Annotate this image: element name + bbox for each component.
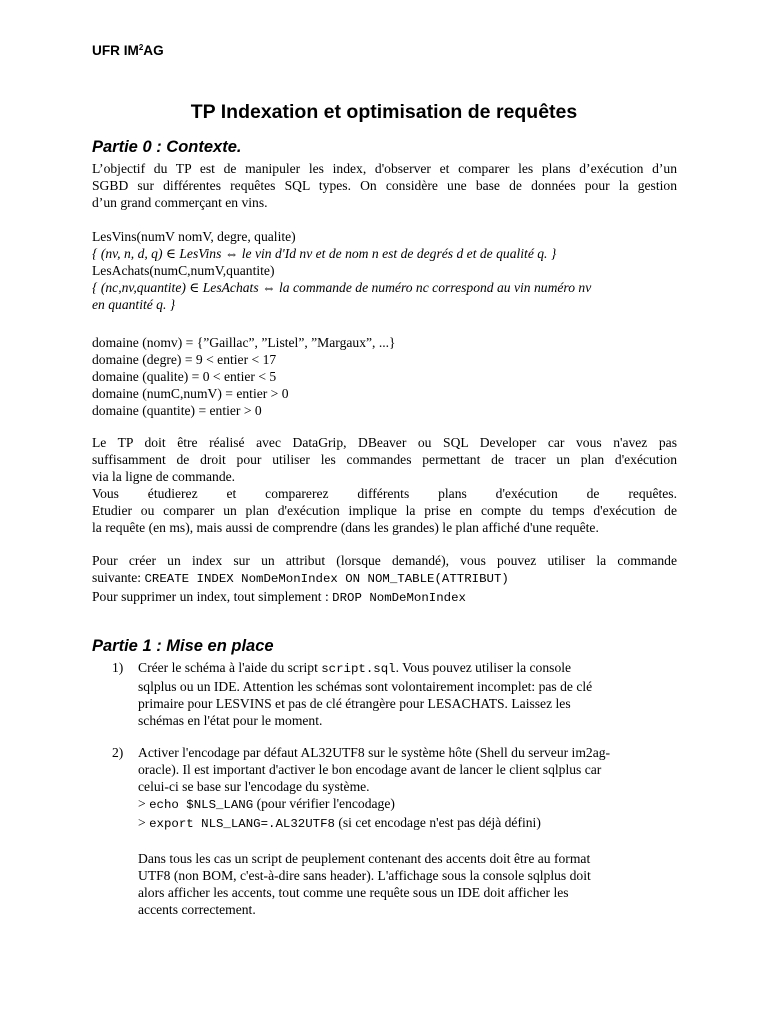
export-command-code: export NLS_LANG=.AL32UTF8 (149, 817, 335, 831)
schema-lesachats: LesAchats(numC,numV,quantite) (92, 263, 275, 278)
study-line: Vous étudierez et comparerez différents plans d'exécution de requêtes. (92, 486, 677, 501)
part0-intro (92, 160, 677, 211)
script-filename-code: script.sql (321, 662, 396, 676)
item2-line: Activer l'encodage par défaut AL32UTF8 sur le système hôte (Shell du serveur im2ag- (138, 745, 611, 760)
item2-line: celui-ci se base sur l'encodage du système. (138, 779, 370, 794)
encoding-line: UTF8 (non BOM, c'est-à-dire sans header). L'affichage sous la console sqlplus doit (138, 868, 591, 883)
header-superscript: 2 (138, 43, 144, 52)
list-number: 2) (112, 745, 124, 760)
header-text-tail: AG (143, 43, 164, 58)
domain-line: domaine (nomv) = {”Gaillac”, ”Listel”, ”Margaux”, ...} (92, 335, 396, 350)
export-command-line (138, 814, 683, 833)
drop-index-code: DROP NomDeMonIndex (332, 591, 466, 605)
tools-line: via la ligne de commande. (92, 469, 236, 484)
domains-block (92, 334, 677, 419)
domain-line: domaine (degre) = 9 < entier < 17 (92, 352, 277, 367)
command-note: (si cet encodage n'est pas déjà défini) (334, 815, 541, 830)
index-create-line (92, 569, 677, 588)
schema-lesachats-description: { (nc,nv,quantite) ∈ LesAchats ⇔ la commande de numéro nc correspond au vin numéro nv (92, 280, 592, 295)
document-header (92, 42, 164, 59)
echo-command-code: echo $NLS_LANG (149, 798, 254, 812)
item1-text: . Vous pouvez utiliser la console (395, 660, 572, 675)
prompt-symbol: > (138, 815, 150, 830)
encoding-line: Dans tous les cas un script de peuplement contenant des accents doit être au format (138, 851, 591, 866)
domain-line: domaine (numC,numV) = entier > 0 (92, 386, 289, 401)
study-paragraph (92, 485, 677, 536)
schema-lesachats-description: en quantité q. } (92, 297, 176, 312)
part0-heading: Partie 0 : Contexte. (92, 138, 242, 156)
schema-block (92, 228, 677, 313)
index-drop-line (92, 588, 677, 607)
encoding-line: accents correctement. (138, 902, 256, 917)
study-line: Etudier ou comparer un plan d'exécution implique la prise en compte du temps d'exécution de (92, 503, 677, 518)
index-paragraph (92, 552, 677, 607)
item1-line: sqlplus ou un IDE. Attention les schémas sont volontairement incomplet: pas de clé (138, 679, 593, 694)
item1-line: schémas en l'état pour le moment. (138, 713, 323, 728)
document-title: TP Indexation et optimisation de requêtes (190, 101, 578, 123)
domain-line: domaine (quantite) = entier > 0 (92, 403, 262, 418)
header-text: UFR IM (92, 43, 139, 58)
study-line: la requête (en ms), mais aussi de comprendre (dans les grandes) le plan affiché d'une requête. (92, 520, 599, 535)
tools-line: Le TP doit être réalisé avec DataGrip, DBeaver ou SQL Developer car vous n'avez pas (92, 435, 677, 450)
schema-lesvins-description: { (nv, n, d, q) ∈ LesVins ⇔ le vin d'Id nv et de nom n est de degrés d et de qualité q. } (92, 246, 557, 261)
list-item-body (138, 659, 683, 729)
tools-line: suffisamment de droit pour utiliser les commandes permettant de tracer un plan d'exécution (92, 452, 677, 467)
intro-line: L’objectif du TP est de manipuler les index, d'observer et comparer les plans d’exécution d’un (92, 161, 677, 176)
item2-line: oracle). Il est important d'activer le bon encodage avant de lancer le client sqlplus car (138, 762, 602, 777)
domain-line: domaine (qualite) = 0 < entier < 5 (92, 369, 277, 384)
intro-line: SGBD sur différentes requêtes SQL types. On considère une base de données pour la gestion (92, 178, 677, 193)
intro-line: d’un grand commerçant en vins. (92, 195, 268, 210)
item1-line: primaire pour LESVINS et pas de clé étrangère pour LESACHATS. Laissez les (138, 696, 571, 711)
item1-line (138, 659, 683, 678)
part1-heading: Partie 1 : Mise en place (92, 637, 274, 655)
tools-paragraph (92, 434, 677, 485)
list-number: 1) (112, 660, 124, 675)
index-create-text: suivante: (92, 570, 145, 585)
prompt-symbol: > (138, 796, 150, 811)
echo-command-line (138, 795, 683, 814)
schema-lesvins: LesVins(numV nomV, degre, qualite) (92, 229, 296, 244)
item1-text: Créer le schéma à l'aide du script (138, 660, 322, 675)
list-item-body (138, 744, 683, 918)
command-note: (pour vérifier l'encodage) (253, 796, 395, 811)
create-index-code: CREATE INDEX NomDeMonIndex ON NOM_TABLE(ATTRIBUT) (144, 572, 509, 586)
encoding-line: alors afficher les accents, tout comme une requête sous un IDE doit afficher les (138, 885, 569, 900)
index-line: Pour créer un index sur un attribut (lorsque demandé), vous pouvez utiliser la commande (92, 553, 677, 568)
index-drop-text: Pour supprimer un index, tout simplement : (92, 589, 333, 604)
